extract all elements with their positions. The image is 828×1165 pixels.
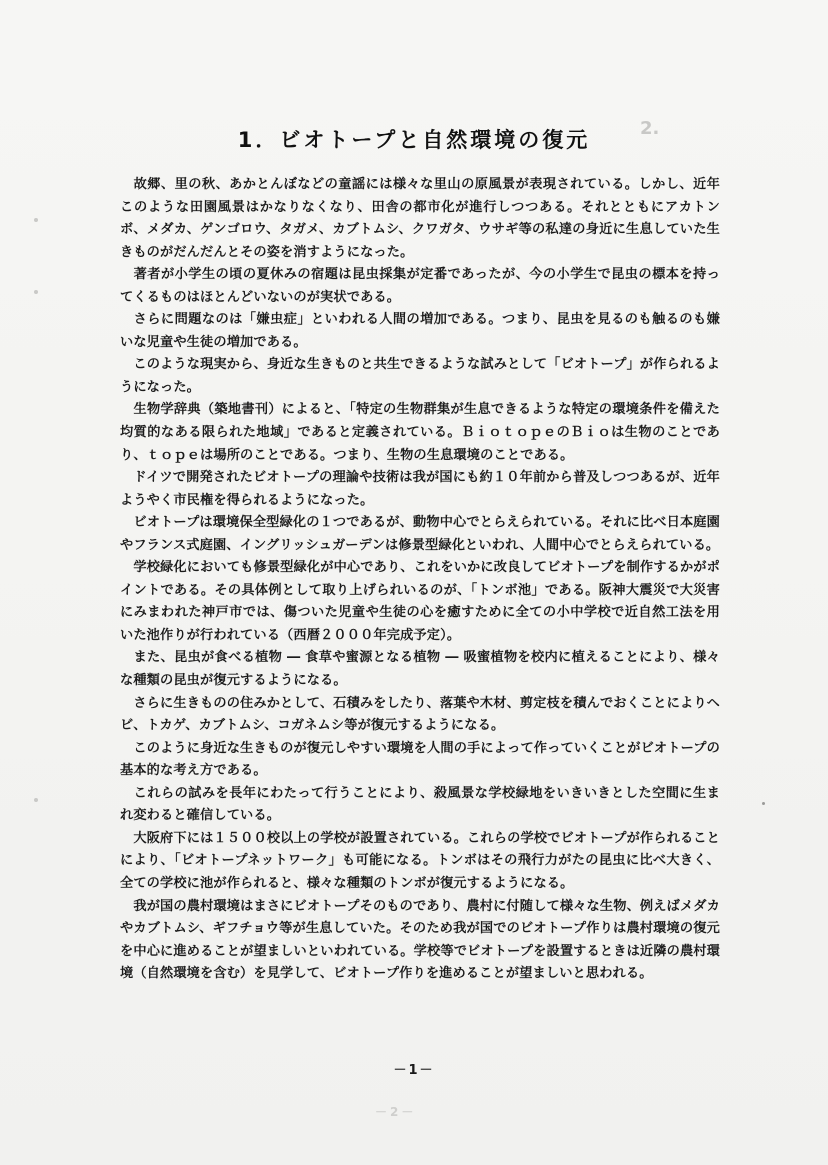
page-title: 1．ビオトープと自然環境の復元 (237, 128, 591, 153)
paragraph: 大阪府下には１５００校以上の学校が設置されている。これらの学校でビオトープが作られることにより、「ビオトープネットワーク」も可能になる。トンボはその飛行力がたの昆虫に比べ大きく、全ての学校に池が作られると、様々な種類のトンボが復元するようになる。 (120, 830, 720, 891)
paragraph: 生物学辞典（築地書刊）によると、「特定の生物群集が生息できるような特定の環境条件を備えた均質的なある限られた地域」であると定義されている。ＢｉｏｔｏｐｅのＢｉｏは生物のことであり、ｔｏｐｅは場所のことである。つまり、生物の生息環境のことである。 (120, 402, 720, 463)
paragraph: 我が国の農村環境はまさにビオトープそのものであり、農村に付随して様々な生物、例えばメダカやカブトムシ、ギフチョウ等が生息していた。そのため我が国でのビオトープ作りは農村環境の復元を中心に進めることが望ましいといわれている。学校等でビオトープを設置するときは近隣の農村環境（自然環境を含む）を見学して、ビオトープ作りを進めることが望ましいと思われる。 (120, 898, 720, 982)
paragraph: 著者が小学生の頃の夏休みの宿題は昆虫採集が定番であったが、今の小学生で昆虫の標本を持ってくるものはほとんどいないのが実状である。 (120, 267, 720, 305)
punch-hole-mark (34, 218, 38, 222)
paragraph: これらの試みを長年にわたって行うことにより、殺風景な学校緑地をいきいきとした空間に生まれ変わると確信している。 (120, 785, 720, 824)
paragraph: このように身近な生きものが復元しやすい環境を人間の手によって作っていくことがビオトープの基本的な考え方である。 (120, 740, 720, 779)
body-text (120, 174, 720, 986)
bleed-through-section-number: 2. (640, 118, 660, 139)
punch-hole-mark (34, 798, 38, 802)
paragraph: このような現実から、身近な生きものと共生できるような試みとして「ビオトープ」が作られるようになった。 (120, 357, 720, 395)
paragraph: さらに問題なのは「嫌虫症」といわれる人間の増加である。つまり、昆虫を見るのも触るのも嫌いな児童や生徒の増加である。 (120, 312, 720, 350)
paragraph: さらに生きものの住みかとして、石積みをしたり、落葉や木材、剪定枝を積んでおくことによりヘビ、トカゲ、カブトムシ、コガネムシ等が復元するようになる。 (120, 695, 720, 734)
paragraph: ドイツで開発されたビオトープの理論や技術は我が国にも約１０年前から普及しつつあるが、近年ようやく市民権を得られるようになった。 (120, 470, 720, 508)
paragraph: 故郷、里の秋、あかとんぼなどの童謡には様々な里山の原風景が表現されている。しかし、近年このような田園風景はかなりなくなり、田舎の都市化が進行しつつある。それとともにアカトンボ、メダカ、ゲンゴロウ、タガメ、カブトムシ、クワガタ、ウサギ等の私達の身近に生息していた生きものがだんだんとその姿を消すようになった。 (120, 177, 720, 260)
scan-speck (762, 802, 765, 805)
bleed-through-page-number: －2－ (375, 1105, 417, 1119)
paragraph: また、昆虫が食べる植物 ― 食草や蜜源となる植物 ― 吸蜜植物を校内に植えることにより、様々な種類の昆虫が復元するようになる。 (120, 650, 720, 689)
paragraph: 学校緑化においても修景型緑化が中心であり、これをいかに改良してビオトープを制作するかがポイントである。その具体例として取り上げられいるのが、「トンボ池」である。阪神大震災で大災害にみまわれた神戸市では、傷ついた児童や生徒の心を癒すために全ての小中学校で近自然工法を用いた池作りが行われている（西暦２０００年完成予定）。 (120, 560, 720, 643)
paragraph: ビオトープは環境保全型緑化の１つであるが、動物中心でとらえられている。それに比べ日本庭園やフランス式庭園、イングリッシュガーデンは修景型緑化といわれ、人間中心でとらえられている。 (120, 515, 720, 553)
punch-hole-mark (34, 290, 38, 294)
page-number: －1－ (393, 1063, 435, 1078)
